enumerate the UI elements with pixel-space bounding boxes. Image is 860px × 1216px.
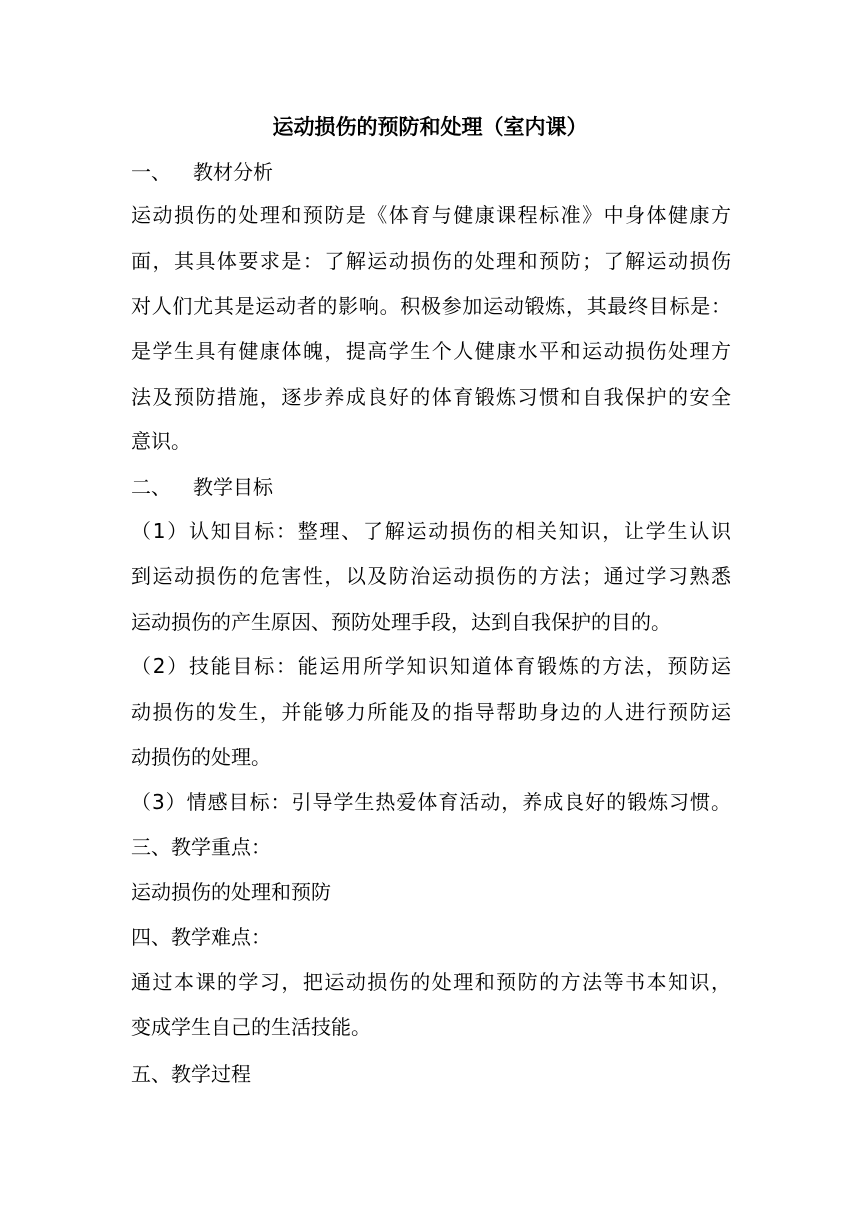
document-title: 运动损伤的预防和处理（室内课） <box>272 115 588 139</box>
paragraph-line: 法及预防措施，逐步养成良好的体育锻炼习惯和自我保护的安全 <box>131 385 731 409</box>
paragraph-line: 到运动损伤的危害性，以及防治运动损伤的方法；通过学习熟悉 <box>131 564 731 588</box>
paragraph-line: 变成学生自己的生活技能。 <box>131 1015 371 1039</box>
paragraph-line: 运动损伤的产生原因、预防处理手段，达到自我保护的目的。 <box>131 610 671 634</box>
section-number: 一、 <box>131 160 171 184</box>
paragraph-line: 是学生具有健康体魄，提高学生个人健康水平和运动损伤处理方 <box>131 339 731 363</box>
paragraph-line: 意识。 <box>131 429 191 453</box>
section-title: 教材分析 <box>193 160 273 184</box>
paragraph-line: 动损伤的发生，并能够力所能及的指导帮助身边的人进行预防运 <box>131 700 731 724</box>
section-heading-4: 四、教学难点： <box>131 925 271 949</box>
paragraph-line: （2）技能目标：能运用所学知识知道体育锻炼的方法，预防运 <box>131 654 731 678</box>
section-heading-1 <box>131 157 273 187</box>
section-heading-3: 三、教学重点： <box>131 835 271 859</box>
paragraph-line: （3）情感目标：引导学生热爱体育活动，养成良好的锻炼习惯。 <box>131 790 731 814</box>
paragraph-line: 运动损伤的处理和预防是《体育与健康课程标准》中身体健康方 <box>131 203 731 227</box>
paragraph-line: 动损伤的处理。 <box>131 745 271 769</box>
paragraph-line: 通过本课的学习，把运动损伤的处理和预防的方法等书本知识， <box>131 970 731 994</box>
section-title: 教学目标 <box>193 475 273 499</box>
section-heading-5: 五、教学过程 <box>131 1062 251 1086</box>
section-heading-2 <box>131 472 273 502</box>
paragraph-line: 面，其具体要求是：了解运动损伤的处理和预防；了解运动损伤 <box>131 249 731 273</box>
paragraph-line: 运动损伤的处理和预防 <box>131 880 331 904</box>
section-number: 二、 <box>131 475 171 499</box>
paragraph-line: 对人们尤其是运动者的影响。积极参加运动锻炼，其最终目标是： <box>131 294 731 318</box>
paragraph-line: （1）认知目标：整理、了解运动损伤的相关知识，让学生认识 <box>131 519 731 543</box>
